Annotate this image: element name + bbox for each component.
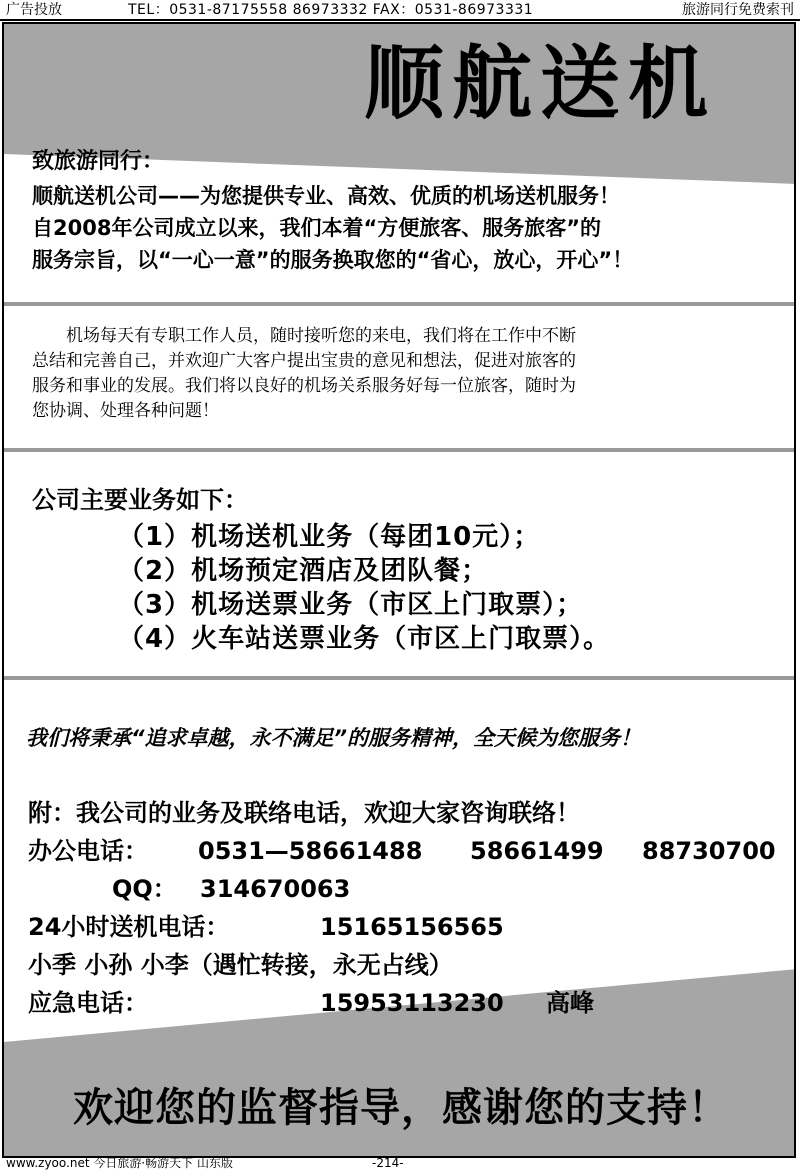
section-divider (4, 448, 796, 452)
tel-fax-line: TEL：0531-87175558 86973332 FAX：0531-86973331 (128, 2, 534, 18)
ad-page-frame (2, 22, 796, 1158)
top-header-bar (0, 0, 800, 20)
page-footer (0, 1155, 800, 1172)
free-index-label: 旅游同行免费索刊 (682, 2, 794, 18)
paragraph-line: 机场每天有专职工作人员，随时接听您的来电，我们将在工作中不断 (32, 326, 576, 346)
ad-label: 广告投放 (6, 2, 62, 18)
office-phone-label: 办公电话： (28, 837, 148, 865)
hotline-number: 15165156565 (320, 913, 504, 941)
qq-label: QQ： (112, 875, 177, 903)
office-phone-3: 88730700 (642, 837, 776, 865)
contacts-intro: 附：我公司的业务及联络电话，欢迎大家咨询联络！ (28, 799, 580, 827)
service-slogan: 我们将秉承“追求卓越，永不满足”的服务精神，全天候为您服务！ (26, 726, 642, 750)
services-heading: 公司主要业务如下： (32, 486, 248, 514)
services-list (118, 520, 610, 656)
closing-message: 欢迎您的监督指导，感谢您的支持！ (73, 1085, 729, 1131)
header-rule (0, 19, 800, 21)
service-item: （1）机场送机业务（每团10元）； (118, 522, 541, 552)
qq-number: 314670063 (200, 875, 351, 903)
hotline-label: 24小时送机电话： (28, 913, 230, 941)
intro-line: 顺航送机公司——为您提供专业、高效、优质的机场送机服务！ (32, 184, 620, 208)
service-item: （4）火车站送票业务（市区上门取票）。 (118, 624, 611, 654)
service-paragraph (32, 324, 782, 424)
page-number: -214- (372, 1156, 404, 1170)
section-divider (4, 302, 796, 306)
intro-greeting: 致旅游同行： (32, 149, 165, 174)
service-item: （3）机场送票业务（市区上门取票）； (118, 590, 584, 620)
intro-block (32, 146, 633, 276)
emergency-contact-name: 高峰 (546, 989, 594, 1017)
paragraph-line: 您协调、处理各种问题！ (32, 401, 219, 421)
intro-line: 服务宗旨，以“一心一意”的服务换取您的“省心，放心，开心”！ (32, 248, 634, 272)
emergency-label: 应急电话： (28, 989, 148, 1017)
paragraph-line: 总结和完善自己，并欢迎广大客户提出宝贵的意见和想法，促进对旅客的 (32, 351, 576, 371)
office-phone-1: 0531—58661488 (198, 837, 423, 865)
intro-line: 自2008年公司成立以来，我们本着“方便旅客、服务旅客”的 (32, 216, 602, 240)
paragraph-line: 服务和事业的发展。我们将以良好的机场关系服务好每一位旅客，随时为 (32, 376, 576, 396)
service-item: （2）机场预定酒店及团队餐； (118, 556, 489, 586)
footer-site: www.zyoo.net 今日旅游·畅游天下 山东版 (6, 1156, 233, 1170)
staff-names: 小季 小孙 小李（遇忙转接，永无占线） (28, 951, 453, 979)
section-divider (4, 676, 796, 680)
page-title: 顺航送机 (364, 37, 716, 130)
office-phone-2: 58661499 (470, 837, 604, 865)
emergency-number: 15953113230 (320, 989, 504, 1017)
